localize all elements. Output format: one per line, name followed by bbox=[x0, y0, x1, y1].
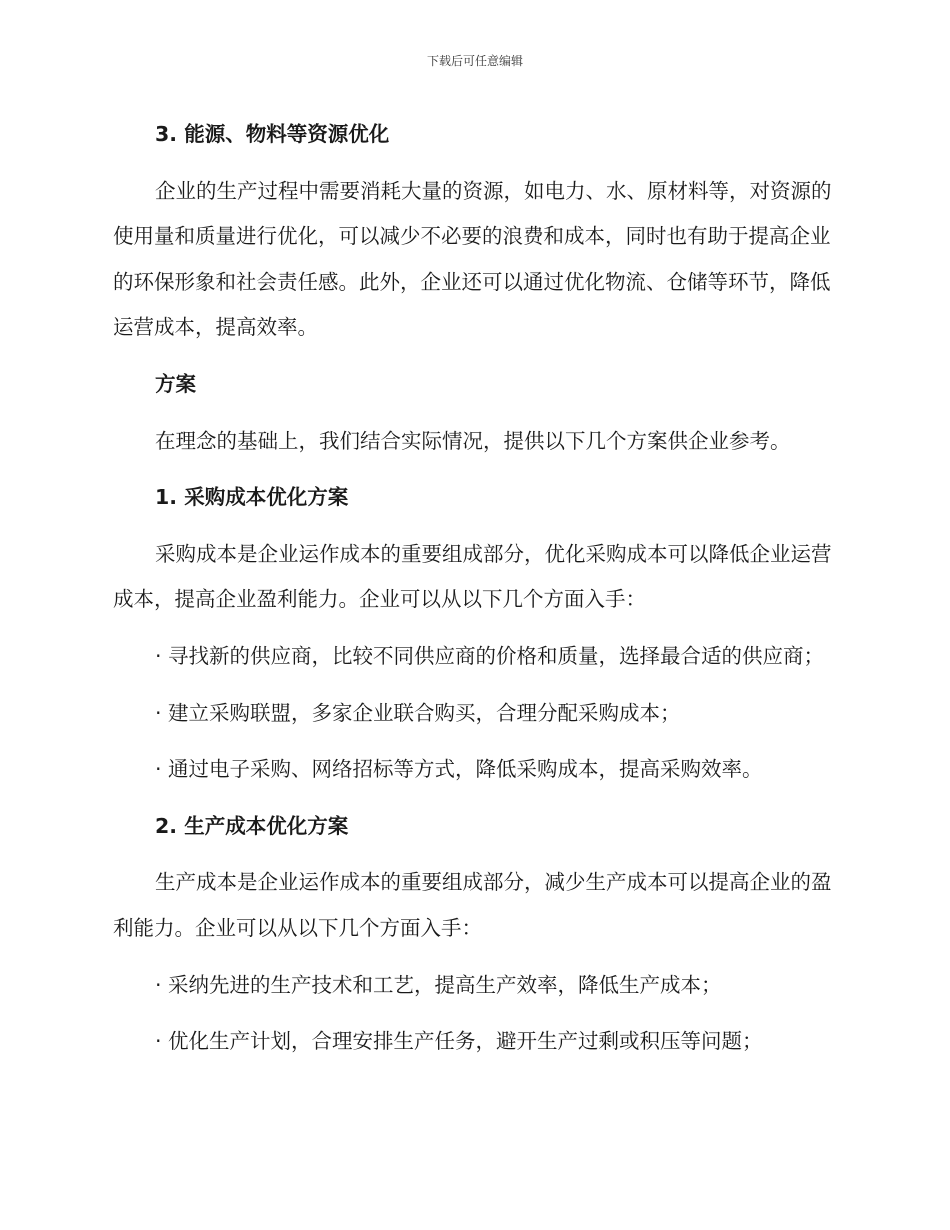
paragraph-procurement: 采购成本是企业运作成本的重要组成部分，优化采购成本可以降低企业运营成本，提高企业盈利能力。企业可以从以下几个方面入手： bbox=[113, 541, 832, 612]
section-heading-resource-optimization: 3. 能源、物料等资源优化 bbox=[155, 122, 390, 146]
paragraph-resource-optimization: 企业的生产过程中需要消耗大量的资源，如电力、水、原材料等，对资源的使用量和质量进行优化，可以减少不必要的浪费和成本，同时也有助于提高企业的环保形象和社会责任感。此外，企业还可以通过优化物流、仓储等环节，降低运营成本，提高效率。 bbox=[113, 178, 832, 340]
list-item: · 寻找新的供应商，比较不同供应商的价格和质量，选择最合适的供应商； bbox=[155, 643, 825, 668]
list-item: · 建立采购联盟，多家企业联合购买，合理分配采购成本； bbox=[155, 700, 681, 725]
paragraph-plans-intro: 在理念的基础上，我们结合实际情况，提供以下几个方案供企业参考。 bbox=[155, 428, 791, 453]
page-header: 下载后可任意编辑 bbox=[426, 54, 523, 68]
list-item: · 通过电子采购、网络招标等方式，降低采购成本，提高采购效率。 bbox=[155, 757, 763, 782]
paragraph-production: 生产成本是企业运作成本的重要组成部分，减少生产成本可以提高企业的盈利能力。企业可以从以下几个方面入手： bbox=[113, 870, 832, 940]
document-body bbox=[113, 112, 833, 1076]
list-item: · 优化生产计划，合理安排生产任务，避开生产过剩或积压等问题； bbox=[155, 1029, 763, 1054]
section-heading-procurement: 1. 采购成本优化方案 bbox=[155, 485, 349, 510]
section-heading-plans: 方案 bbox=[155, 371, 196, 396]
section-heading-production: 2. 生产成本优化方案 bbox=[155, 813, 349, 838]
list-item: · 采纳先进的生产技术和工艺，提高生产效率，降低生产成本； bbox=[155, 972, 722, 997]
